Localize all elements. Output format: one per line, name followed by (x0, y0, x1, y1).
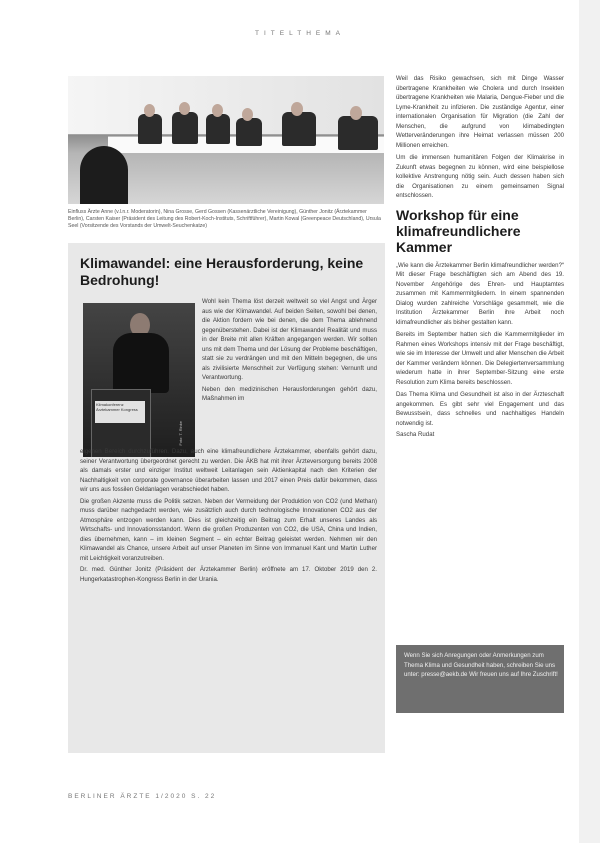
speaker-portrait (83, 303, 195, 457)
paragraph: Wohl kein Thema löst derzeit weltweit so viel Angst und Ärger aus wie der Klimawandel. Auf beiden Seiten, sowohl bei denen, die Aktion fordern wie bei denen, die dem Thema ablehnend gegenüberstehen. Dabei ist der Klimawandel Realität und muss in der Breite mit allen Kräften angegangen werden. Wir sollten uns mit dem Thema und der Lösung der Probleme beschäftigen, statt sie zu verdrängen und mit den Mitteln begegnen, die uns als zivilisierte Menschheit zur Verfügung stehen: Vernunft und Verantwortung. (202, 298, 377, 381)
panel-discussion-photo (68, 76, 384, 204)
paragraph: Das Thema Klima und Gesundheit ist also in der Ärzteschaft angekommen. Es gibt sehr viel Engagement und das Bewusstsein, dass schnelles und nachhaltiges Handeln notwendig ist. (396, 391, 564, 427)
box-text-right (202, 297, 377, 406)
paragraph: Um die immensen humanitären Folgen der Klimakrise in Zukunft etwas begegnen zu können, wird eine beispiellose kollektive Anstrengung nötig sein. Auch dessen haben sich die Organisationen zu einem gemeinsamen Signal entschlossen. (396, 154, 564, 199)
photo-credit: Foto: T. Rinke (178, 421, 183, 446)
paragraph: Weil das Risiko gewachsen, sich mit Dinge Wasser übertragene Krankheiten wie Cholera und durch Insekten übertragene Krankheiten wie Malaria, Dengue-Fieber und die Lyme-Krankheit zu infizieren. Die zuständige Agentur, einer internationalen Organisation für Migration (die Zahl der Menschen, die aufgrund von klimabedingten Wetterveränderungen ihre Heimat verlassen müssen 200 Millionen erreichen. (396, 75, 564, 149)
lectern-sign: Klimakonferenz Ärztekammer Kongress (95, 401, 145, 423)
photo-caption: Einfluss Ärzte Anne (v.l.n.r. Moderatorin), Nina Grosse, Gerd Gossen (Kassenärztliche Vereinigung), Günther Jonitz (Ärztekammer Berlin), Carsten Kaiser (Präsident des Leitung des Robert-Koch-Instituts, Schriftführer), Martin Kowal (Greenpeace Deutschland), Ursula Seel (Vorsitzende des Vorstands der Umwelt-Seuchenkatze) (68, 209, 381, 229)
page-footer: BERLINER ÄRZTE 1/2020 S. 22 (68, 793, 217, 800)
paragraph: „Wie kann die Ärztekammer Berlin klimafreundlicher werden?“ Mit dieser Frage beschäftigten sich am Abend des 19. November Angehörige des Ehren- und Hauptamtes zusammen mit Kammermitgliedern. In einem spannenden Dialog wurden zahlreiche Vorschläge gesammelt, wie die Institution Ärztekammer Berlin ihre Arbeit noch klimafreundlicher als bisher gestalten kann. (396, 261, 564, 326)
author-note: Dr. med. Günther Jonitz (Präsident der Ärztekammer Berlin) eröffnete am 17. Oktober 2019 den 2. Hungerkatastrophen-Kongress Berlin in der Urania. (80, 566, 377, 583)
paragraph: eigenen Bereich durchzuführen. Dazu, auch eine klimafreundlichere Ärztekammer, ebenfalls gehört dazu, seiner Verantwortung übergeordnet gerecht zu werden. Die ÄKB hat mit ihrer Ärzteversorgung bereits 2008 als damals erster und einziger Institut weltweit Leitanlagen sein Aktienkapital nach den Kriterien der Nachhaltigkeit von corporate governance überarbeiten lassen und 2017 einen Preis dafür bekommen, dass wir uns aus fossilen Geldanlagen verabschiedet haben. (80, 448, 377, 493)
box-article-title: Klimawandel: eine Herausforderung, keine Bedrohung! (80, 255, 364, 288)
author-name: Sascha Rudat (396, 431, 435, 438)
paragraph: Die großen Akzente muss die Politik setzen. Neben der Vermeidung der Produktion von CO2 (und Methan) muss darüber nachgedacht werden, wie zusätzlich auch durch technologische Innovationen CO2 aus der Atmosphäre entzogen werden kann. Dies ist gleichzeitig ein Beitrag zum Erhalt unseres Landes als Wirtschafts- und Innovationsstandort. Wenn die großen Produzenten von CO2, die USA, China und Indien, dies übernehmen, kann – im kleinen Segment – ein echter Beitrag geleistet werden. Nehmen wir den Klimawandel als Chance, unsere Arbeit auf unser Planeten im Sinne von Immanuel Kant und Martin Luther mit Leichtigkeit voranzutreiben. (80, 497, 377, 562)
page-edge (579, 0, 600, 843)
right-column (396, 74, 564, 438)
workshop-subtitle: Workshop für eine klimafreundlichere Kammer (396, 206, 521, 255)
paragraph: Neben den medizinischen Herausforderungen gehört dazu, Maßnahmen im (202, 385, 377, 402)
contact-note-text: Wenn Sie sich Anregungen oder Anmerkungen zum Thema Klima und Gesundheit haben, schreiben Sie uns unter: presse@aekb.de Wir freuen uns auf Ihre Zuschrift! (404, 652, 558, 678)
box-text-full (80, 447, 377, 586)
section-header: TITELTHEMA (255, 30, 345, 37)
paragraph: Bereits im September hatten sich die Kammermitglieder im Rahmen eines Workshops intensiv mit der Frage beschäftigt, wie sie im Interesse der Umwelt und aller Menschen die Arbeit der Kammer verändern können. Die Delegiertenversammlung wiederum hatte in ihrer September-Sitzung eine erste Resolution zum Klima bereits beschlossen. (396, 331, 564, 386)
